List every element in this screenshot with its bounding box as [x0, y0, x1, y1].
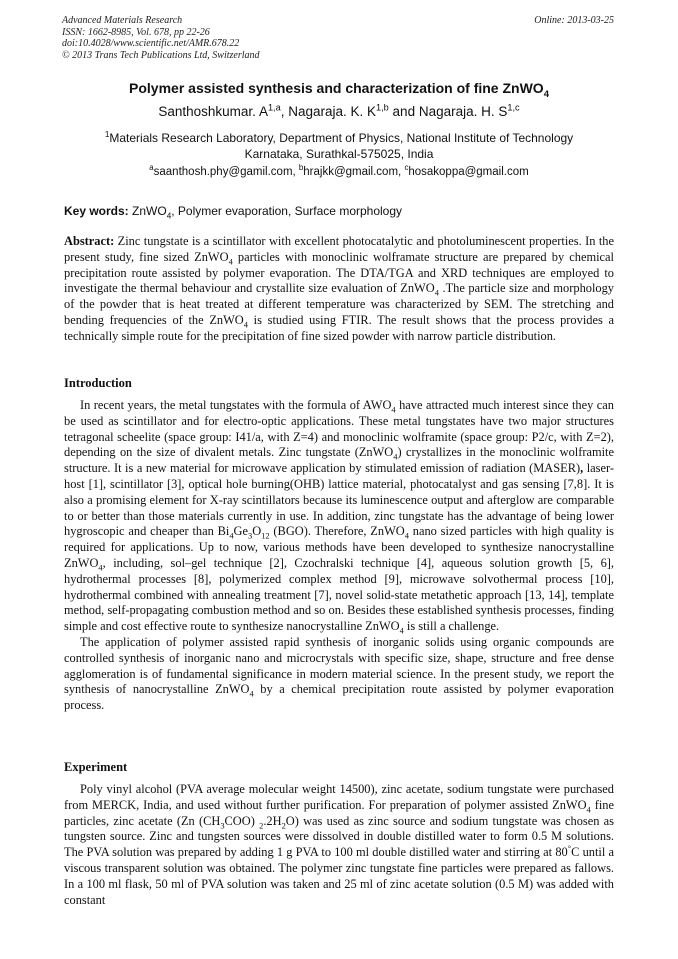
section-heading-experiment: Experiment [64, 760, 128, 774]
abstract: Abstract: Zinc tungstate is a scintillator with excellent photocatalytic and photoluminescent properties. In the present study, fine sized ZnWO$_4$ particles with monoclinic wolframate structure are prepared by chemical precipitation route assisted by polymer evaporation. The DTA/TGA and XRD techniques are employed to investigate the thermal behaviour and crystallite size evaluation of ZnWO$_4$ .The particle size and morphology of the powder that is heat treated at different temperature was characterized by SEM. The stretching and bending frequencies of the ZnWO$_4$ is studied using FTIR. The result shows that the process provides a technically simple route for the precipitation of fine sized powder with narrow particle distribution. [64, 234, 614, 343]
author-emails: $^a$saanthosh.phy@gamil.com, $^b$hrajkk@gmail.com, $^c$hosakoppa@gmail.com [149, 163, 529, 178]
affiliation: $^1$Materials Research Laboratory, Department of Physics, National Institute of Technology Karnataka, Surathkal-575025, India [104, 130, 574, 161]
issn-line: ISSN: 1662-8985, Vol. 678, pp 22-26 [62, 26, 210, 38]
author-3: Nagaraja. H. S [418, 104, 508, 119]
copyright-line: © 2013 Trans Tech Publications Ltd, Switzerland [62, 49, 260, 61]
journal-name: Advanced Materials Research [62, 15, 183, 26]
author-list: Santhoshkumar. A$^{1,a}$, Nagaraja. K. K$^{1,b}$ and Nagaraja. H. S$^{1,c}$ [158, 102, 520, 119]
experiment-body [64, 782, 614, 908]
author-2: Nagaraja. K. K [288, 104, 377, 119]
online-date: Online: 2013-03-25 [534, 15, 614, 26]
email-b: hrajkk@gmail.com [303, 166, 399, 178]
paragraph: Poly vinyl alcohol (PVA average molecular weight 14500), zinc acetate, sodium tungstate were purchased from MERCK, India, and used without further purification. For preparation of polymer assisted ZnWO$_4$ fine particles, zinc acetate (Zn $(CH_3COO)$ $_2.2H_2O$) was used as zinc source and sodium tungstate was chosen as tungsten source. Zinc and tungsten sources were dissolved in double distilled water to form 0.5 M solutions. The PVA solution was prepared by adding 1 g PVA to 100 ml double distilled water and stirring at 80°C until a viscous transparent solution was obtained. The polymer zinc tungstate fine particles were prepared as fallows. In a 100 ml flask, 50 ml of PVA solution was taken and 25 ml of zinc acetate solution (0.5 M) was added with constant [64, 782, 614, 907]
paper-title: Polymer assisted synthesis and characterization of fine ZnWO$_4$ [129, 80, 549, 100]
email-a: saanthosh.phy@gamil.com [153, 166, 293, 178]
paragraph: The application of polymer assisted rapid synthesis of inorganic solids using organic compounds are controlled synthesis of inorganic nano and microcrystals with specific size, shape, structure and free dense agglomeration is of fundamental significance in modern material science. In the present study, we report the synthesis of nanocrystalline ZnWO$_4$ by a chemical precipitation route assisted by polymer evaporation process. [64, 634, 615, 713]
section-heading-introduction: Introduction [64, 376, 132, 390]
doi-line: doi:10.4028/www.scientific.net/AMR.678.22 [62, 38, 240, 49]
email-c: hosakoppa@gmail.com [408, 166, 529, 178]
author-1: Santhoshkumar. A [158, 104, 268, 119]
paragraph: In recent years, the metal tungstates with the formula of $AWO_4$ have attracted much interest since they can be used as scintillator and for electro-optic applications. These metal tungstates have two major structures tetragonal scheelite (space group: I41/a, with Z=4) and monoclinic wolframite (space group: P2/c, with Z=2), depending on the size of divalent metals. Zinc tungstate (ZnWO$_4$) crystallizes in the monoclinic wolframite structure. It is a new material for microwave application by stimulated emission of radiation (MASER), laser-host [1], scintillator [3], optical hole burning(OHB) lattice material, photocatalyst and gas sensing [7,8]. It is also a promising element for X-ray scintillators because its luminescence output and afterglow are comparable to or better than those materials currently in use. In addition, zinc tungstate has the advantage of being lower hygroscopic and cheaper than $Bi_4Ge_3O_{12}$ (BGO). Therefore, ZnWO$_4$ nano sized particles with high quality is required for applications. Up to now, various methods have been developed to synthesize nanocrystalline ZnWO$_4$, including, sol–gel technique [2], Czochralski technique [4], aqueous solution growth [5, 6], hydrothermal processes [8], polymerized complex method [9], microwave solvothermal process [10], hydrothermal combined with annealing treatment [7], novel solid-state metathetic approach [13, 14], template method, self-propagating combustion method and so on. Besides these established synthesis processes, finding simple and cost effective route to synthesize nanocrystalline ZnWO$_4$ is still a challenge. [64, 398, 615, 636]
keywords: Key words: ZnWO$_4$, Polymer evaporation, Surface morphology [64, 204, 403, 221]
introduction-body [64, 398, 614, 714]
journal-header [62, 15, 260, 61]
